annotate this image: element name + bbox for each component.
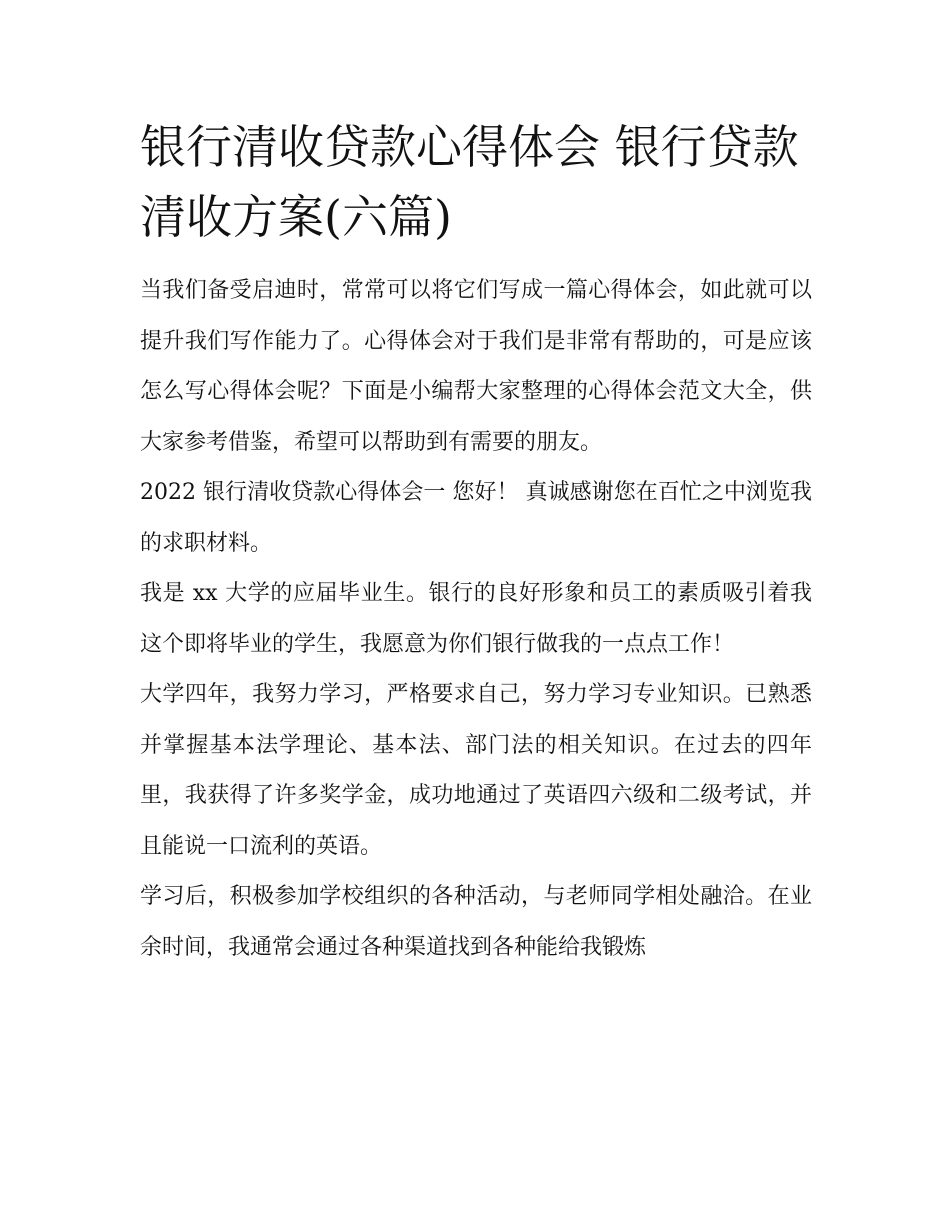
paragraph-self-intro: 我是 xx 大学的应届毕业生。银行的良好形象和员工的素质吸引着我这个即将毕业的学生，我愿意为你们银行做我的一点点工作！ bbox=[140, 581, 812, 657]
paragraph-activities: 学习后，积极参加学校组织的各种活动，与老师同学相处融洽。在业余时间，我通常会通过各种渠道找到各种能给我锻炼 bbox=[140, 884, 812, 960]
document-page bbox=[140, 112, 812, 973]
paragraph-study: 大学四年，我努力学习，严格要求自己，努力学习专业知识。已熟悉并掌握基本法学理论、基本法、部门法的相关知识。在过去的四年里，我获得了许多奖学金，成功地通过了英语四六级和二级考试，并且能说一口流利的英语。 bbox=[140, 682, 812, 859]
paragraph-intro: 当我们备受启迪时，常常可以将它们写成一篇心得体会，如此就可以提升我们写作能力了。心得体会对于我们是非常有帮助的，可是应该怎么写心得体会呢？下面是小编帮大家整理的心得体会范文大全，供大家参考借鉴，希望可以帮助到有需要的朋友。 bbox=[140, 278, 812, 455]
document-title: 银行清收贷款心得体会 银行贷款清收方案(六篇) bbox=[140, 120, 799, 244]
paragraph-greeting: 2022 银行清收贷款心得体会一 您好！ 真诚感谢您在百忙之中浏览我的求职材料。 bbox=[140, 480, 812, 556]
